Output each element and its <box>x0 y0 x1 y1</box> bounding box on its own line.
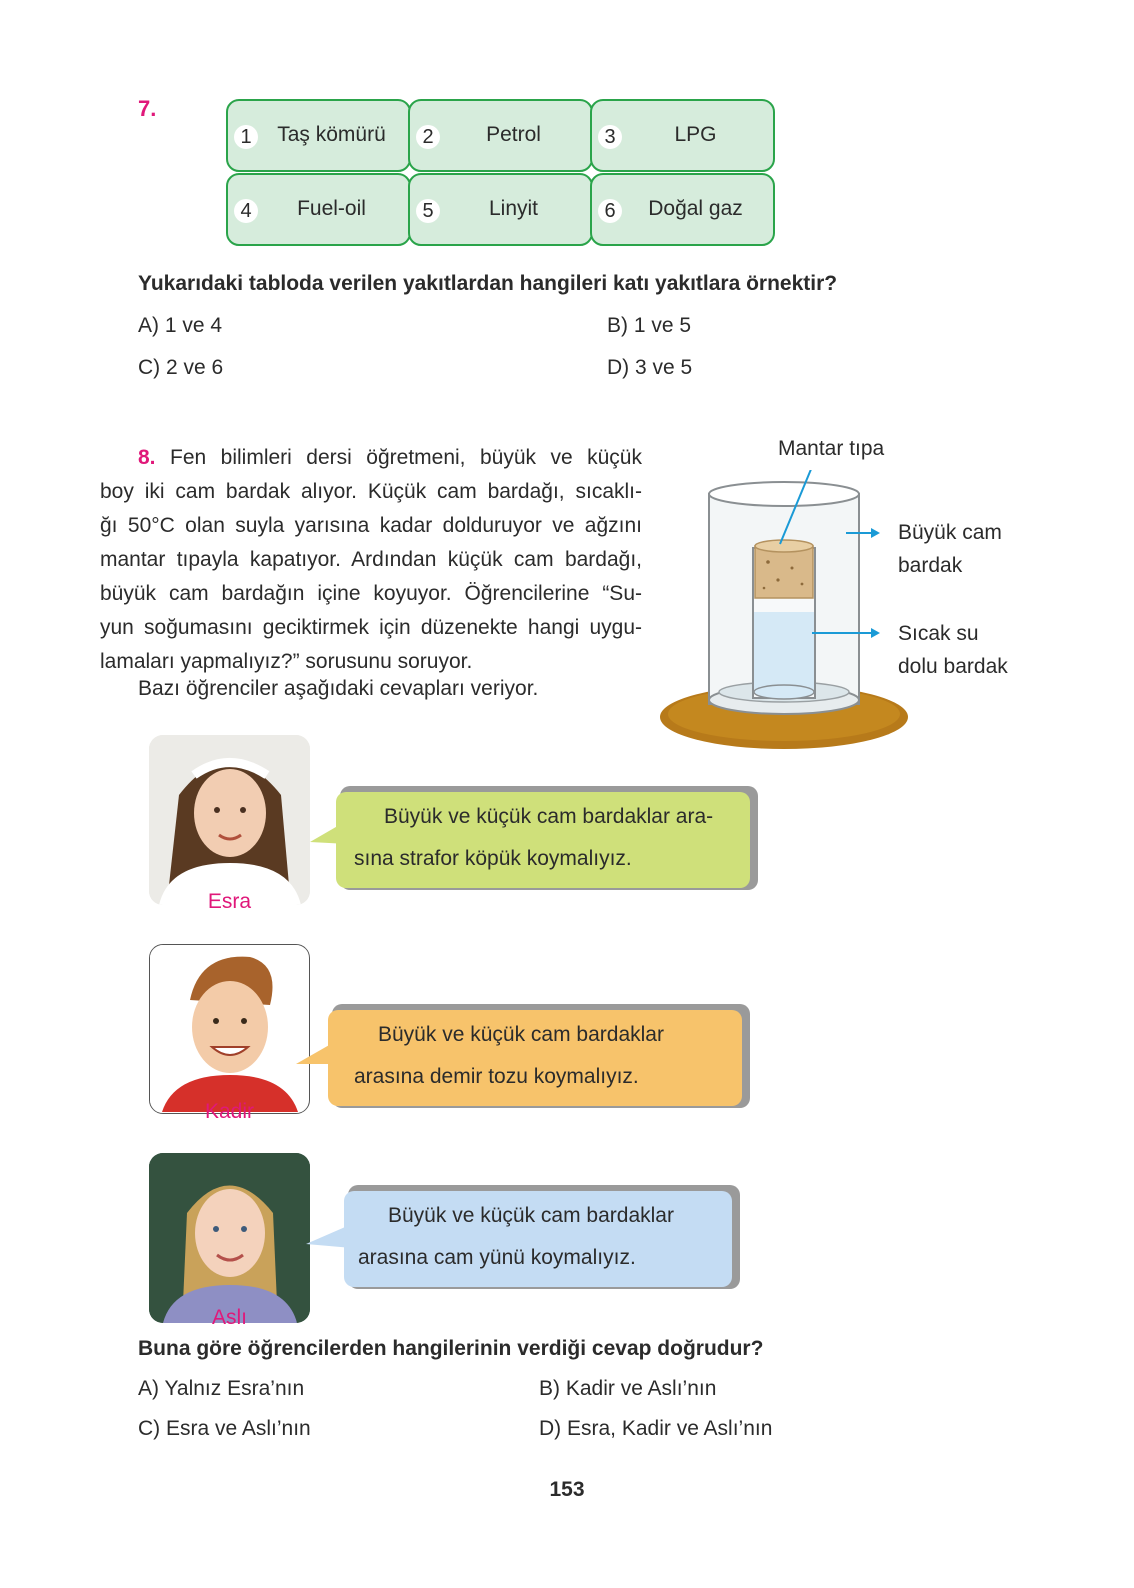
fuel-label: Petrol <box>486 123 541 146</box>
fuel-number: 3 <box>598 125 622 149</box>
option-c[interactable]: C) 2 ve 6 <box>138 356 224 379</box>
bubble-line: sına strafor köpük koymalıyız. <box>354 847 632 870</box>
student-photo-kadir <box>149 944 310 1114</box>
hot-water-label-line: Sıcak su <box>898 622 979 645</box>
cork-top <box>755 540 813 552</box>
bubble-line: arasına cam yünü koymalıyız. <box>358 1246 636 1269</box>
option-b[interactable]: B) Kadir ve Aslı’nın <box>539 1377 717 1400</box>
option-d[interactable]: D) 3 ve 5 <box>607 356 693 379</box>
question-7-number: 7. <box>138 96 157 121</box>
question-8-number: 8. <box>138 446 156 469</box>
option-b[interactable]: B) 1 ve 5 <box>607 314 692 337</box>
student-name-asli: Aslı <box>211 1306 247 1329</box>
paragraph-line: büyük cam bardağın içine koyuyor. Öğrencilerine “Su- <box>100 582 642 605</box>
fuel-cell-4 <box>226 173 411 246</box>
question-8-text: Buna göre öğrencilerden hangilerinin verdiği cevap doğrudur? <box>138 1337 764 1360</box>
fuel-cell-6 <box>590 173 775 246</box>
fuel-label: Doğal gaz <box>648 197 743 220</box>
answer-bubble-asli <box>344 1191 732 1287</box>
question-7-text: Yukarıdaki tabloda verilen yakıtlardan hangileri katı yakıtlara örnektir? <box>138 272 838 295</box>
fuel-cell-2 <box>408 99 593 172</box>
question-8-paragraph <box>100 441 642 679</box>
fuel-table <box>226 99 790 251</box>
fuel-label: Linyit <box>488 197 539 220</box>
paragraph-line: mantar tıpayla kapatıyor. Ardından küçük cam bardağı, <box>100 548 642 571</box>
hot-water <box>754 612 814 692</box>
page-number: 153 <box>549 1478 585 1501</box>
big-glass-rim <box>709 482 859 506</box>
option-c[interactable]: C) Esra ve Aslı’nın <box>138 1417 311 1440</box>
fuel-cell-3 <box>590 99 775 172</box>
bubble-line: arasına demir tozu koymalıyız. <box>354 1065 639 1088</box>
hot-water-label-line: dolu bardak <box>898 655 1008 678</box>
paragraph-line: ğı 50°C olan suyla yarısına kadar dolduruyor ve ağzını <box>100 514 642 537</box>
student-name-kadir: Kadir <box>204 1100 255 1123</box>
big-glass-label <box>898 516 1002 582</box>
bubble-line: Büyük ve küçük cam bardaklar <box>378 1023 664 1046</box>
student-photo-esra <box>149 735 310 905</box>
big-glass-label-line: Büyük cam <box>898 521 1002 544</box>
hot-water-label <box>898 617 1008 683</box>
fuel-number: 6 <box>598 199 622 223</box>
fuel-number: 5 <box>416 199 440 223</box>
fuel-number: 1 <box>234 125 258 149</box>
bubble-line: Büyük ve küçük cam bardaklar <box>388 1204 674 1227</box>
answer-bubble-esra <box>336 792 750 888</box>
paragraph-line: boy iki cam bardak alıyor. Küçük cam bardağı, sıcaklı- <box>100 480 642 503</box>
paragraph-line <box>100 441 642 475</box>
cork-label: Mantar tıpa <box>778 437 885 460</box>
fuel-label: Taş kömürü <box>277 123 386 146</box>
fuel-number: 2 <box>416 125 440 149</box>
fuel-label: LPG <box>674 123 717 146</box>
paragraph-text: Fen bilimleri dersi öğretmeni, büyük ve küçük <box>170 446 642 469</box>
bubble-line: Büyük ve küçük cam bardaklar ara- <box>384 805 714 828</box>
student-photo-asli <box>149 1153 310 1323</box>
fuel-cell-5 <box>408 173 593 246</box>
cork-stopper <box>755 546 813 598</box>
big-glass-label-line: bardak <box>898 554 963 577</box>
option-a[interactable]: A) 1 ve 4 <box>138 314 223 337</box>
small-glass-bottom <box>754 685 814 699</box>
fuel-number: 4 <box>234 199 258 223</box>
answer-bubble-kadir <box>328 1010 742 1106</box>
option-a[interactable]: A) Yalnız Esra’nın <box>138 1377 305 1400</box>
paragraph-line: lamaları yapmalıyız?” sorusunu soruyor. <box>100 650 473 673</box>
option-d[interactable]: D) Esra, Kadir ve Aslı’nın <box>539 1417 773 1440</box>
fuel-label: Fuel-oil <box>297 197 366 220</box>
paragraph-line: yun soğumasını geciktirmek için düzenekte hangi uygu- <box>100 616 642 639</box>
student-name-esra: Esra <box>207 890 252 913</box>
question-8-intro: Bazı öğrenciler aşağıdaki cevapları veriyor. <box>138 677 539 700</box>
fuel-cell-1 <box>226 99 411 172</box>
